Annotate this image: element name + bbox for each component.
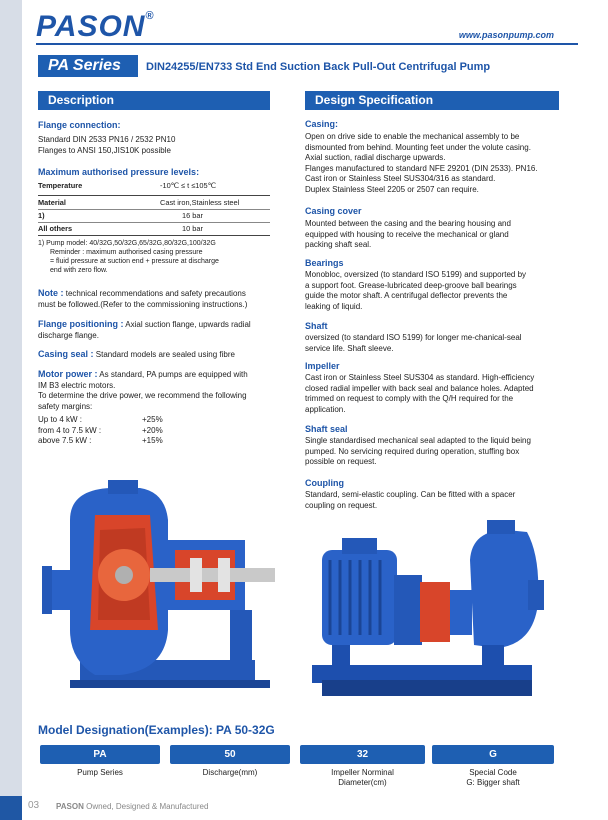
motor-text: IM B3 electric motors. [38, 380, 116, 390]
bearings-title: Bearings [305, 258, 344, 268]
model-label: Pump Series [77, 768, 123, 777]
margin-list [38, 415, 168, 447]
motor-text: safety margins: [38, 401, 93, 411]
design-spec-heading: Design Specification [305, 91, 559, 110]
left-margin-bar [0, 0, 22, 820]
footnote-line: end with zero flow. [50, 267, 108, 274]
model-label: Special Code G: Bigger shaft [466, 768, 520, 787]
note-text: technical recommendations and safety precautions [65, 289, 246, 298]
model-code-pa: PA [40, 745, 160, 764]
model-code-50: 50 [170, 745, 290, 764]
casing-title: Casing: [305, 119, 339, 129]
margin-value: +25% [142, 415, 163, 424]
casing-seal-paragraph [38, 349, 235, 361]
page-title: DIN24255/EN733 Std End Suction Back Pull-Out Centrifugal Pump [146, 61, 491, 73]
brand-logo: PASON® [36, 10, 155, 43]
series-badge: PA Series [38, 55, 138, 77]
casing-cover-text: Mounted between the casing and the bearing housing and equipped with housing to receive the mechanical or gland packing shaft seal. [305, 219, 511, 249]
motor-label: Motor power : [38, 369, 98, 379]
margin-value: +15% [142, 436, 163, 445]
temp-label: Temperature [38, 181, 83, 190]
description-heading: Description [38, 91, 270, 110]
impeller-text: Cast iron or Stainless Steel SUS304 as standard. High-efficiency closed radial impeller with back seal and balance holes. Adapted trimmed on request to comply with the Q/H required for the application. [305, 373, 535, 414]
model-designation-title: Model Designation(Examples): PA 50-32G [38, 723, 275, 737]
motor-text: As standard, PA pumps are equipped with [99, 370, 248, 379]
margin-value: +20% [142, 425, 163, 435]
material-label: Material [38, 198, 66, 207]
flange-positioning-text: discharge flange. [38, 330, 99, 340]
installed-pump-photo [302, 520, 547, 710]
margin-range: from 4 to 7.5 kW : [38, 425, 102, 435]
margin-range: above 7.5 kW : [38, 436, 92, 445]
casing-seal-text: Standard models are sealed using fibre [95, 350, 235, 359]
material-value: Cast iron,Stainless steel [160, 198, 240, 207]
pressure-title: Maximum authorised pressure levels: [38, 167, 200, 177]
model-label: Impeller Norminal Diameter(cm) [331, 768, 394, 787]
table-rule [38, 235, 270, 236]
row1-value: 16 bar [182, 211, 203, 220]
table-footnote [38, 239, 219, 275]
bearings-text: Monobloc, oversized (to standard ISO 5199) and supported by a support foot. Grease-lubricated deep-groove ball bearings guide the motor shaft. A centrifugal deflector prevents the leaking of liquid. [305, 270, 527, 311]
shaft-title: Shaft [305, 321, 328, 331]
table-rule [38, 209, 270, 210]
flange-positioning-paragraph [38, 319, 251, 341]
pump-cutaway-illustration [40, 480, 280, 705]
note-paragraph [38, 288, 247, 310]
motor-text: To determine the drive power, we recommend the following [38, 391, 247, 400]
impeller-title: Impeller [305, 361, 340, 371]
row2-label: All others [38, 224, 73, 233]
header-divider [36, 43, 578, 45]
coupling-text: Standard, semi-elastic coupling. Can be fitted with a spacer coupling on request. [305, 490, 516, 510]
flange-connection-title: Flange connection: [38, 120, 121, 130]
table-rule [38, 222, 270, 223]
shaft-seal-text: Single standardised mechanical seal adapted to the liquid being pumped. No servicing required during operation, stuffing box possible on request. [305, 436, 531, 466]
flange-positioning-label: Flange positioning : [38, 319, 124, 329]
model-code-g: G [432, 745, 554, 764]
website-url[interactable]: www.pasonpump.com [458, 30, 554, 40]
left-bar-accent [0, 796, 22, 820]
motor-paragraph [38, 369, 248, 412]
model-label: Discharge(mm) [202, 768, 258, 777]
row1-label: 1) [38, 211, 45, 220]
margin-range: Up to 4 kW : [38, 415, 83, 424]
casing-seal-label: Casing seal : [38, 349, 94, 359]
page-number: 03 [28, 800, 40, 811]
note-text: must be followed.(Refer to the commissioning instructions.) [38, 299, 248, 309]
coupling-title: Coupling [305, 478, 344, 488]
flange-line-2: Flanges to ANSI 150,JIS10K possible [38, 146, 171, 155]
shaft-text: oversized (to standard ISO 5199) for longer me-chanical-seal service life. Shaft sleeve. [305, 333, 522, 353]
shaft-seal-title: Shaft seal [305, 424, 348, 434]
table-rule [38, 195, 270, 196]
casing-text: Open on drive side to enable the mechanical assembly to be dismounted from behind. Mounting feet under the volute casing. Axial suction, radial discharge upwards. Flanges manufactured to standard NFE 29201 (DIN 2533). PN16. Cast iron or Stainless Steel SUS304/316 as standard. Duplex Stainless Steel 2205 or 2507 can require. [305, 132, 538, 194]
flange-positioning-text: Axial suction flange, upwards radial [125, 320, 251, 329]
model-code-32: 32 [300, 745, 425, 764]
footnote-line: Reminder : maximum authorised casing pressure [50, 249, 203, 256]
note-label: Note : [38, 288, 64, 298]
flange-line-1: Standard DIN 2533 PN16 / 2532 PN10 [38, 135, 176, 144]
row2-value: 10 bar [182, 224, 203, 233]
footer-text: PASON Owned, Designed & Manufactured [56, 802, 209, 811]
footnote-line: 1) Pump model: 40/32G,50/32G,65/32G,80/32G,100/32G [38, 240, 216, 247]
casing-cover-title: Casing cover [305, 206, 362, 216]
footnote-line: = fluid pressure at suction end + pressure at discharge [50, 258, 219, 265]
temp-range: -10℃ ≤ t ≤105℃ [160, 181, 216, 190]
